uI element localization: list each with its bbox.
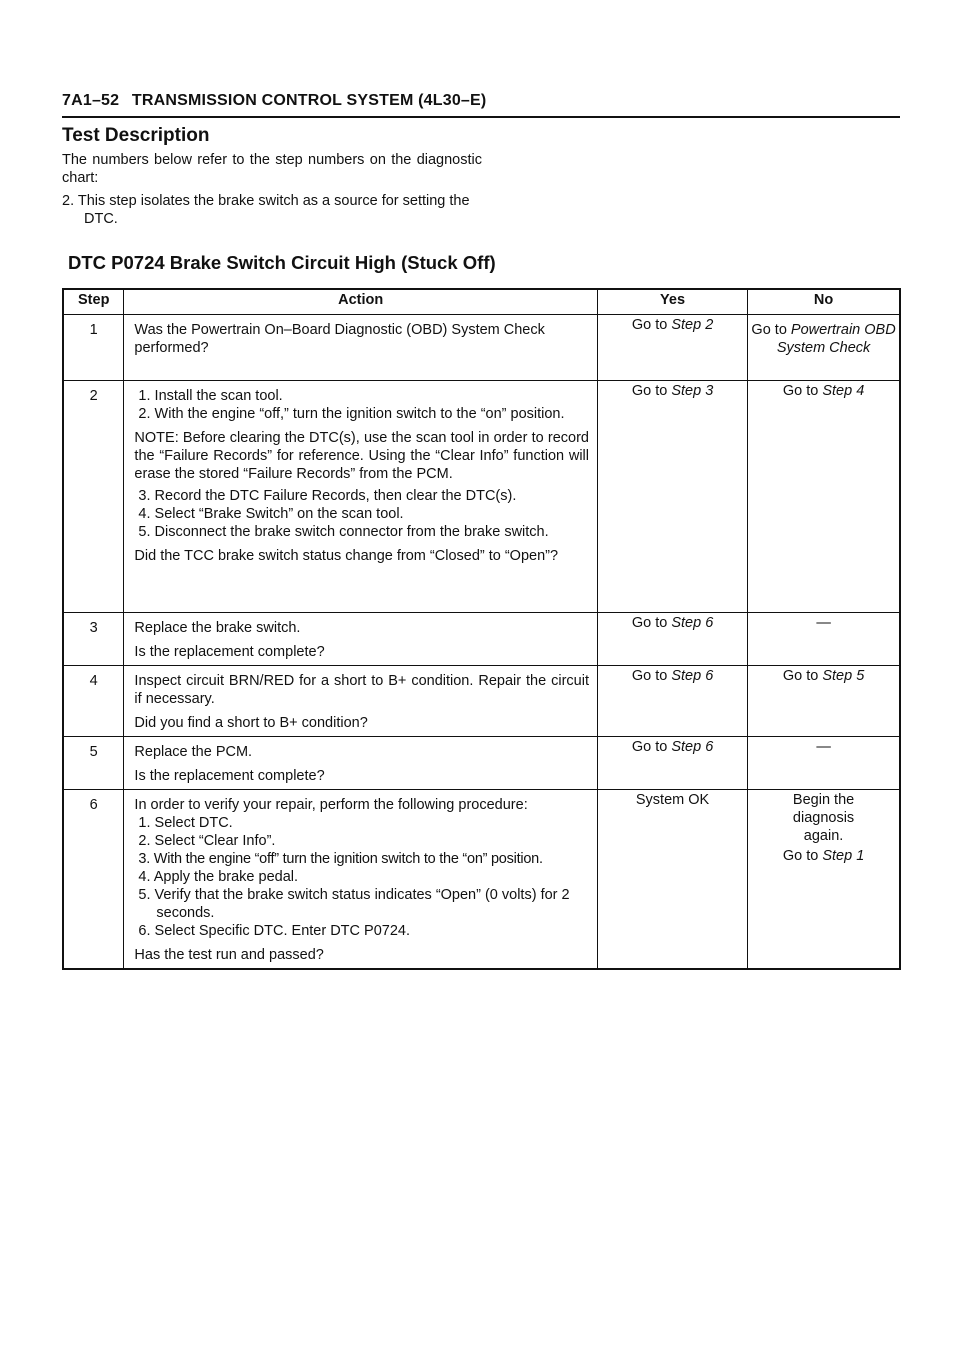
no-dash: — [816, 615, 831, 631]
action-item: 5. Disconnect the brake switch connector from the brake switch. [138, 524, 549, 540]
page-header [62, 92, 486, 110]
step-number: 4 [63, 666, 124, 737]
yes-cell [597, 315, 747, 381]
action-question: Has the test run and passed? [134, 947, 324, 963]
action-item: 6. Select Specific DTC. Enter DTC P0724. [138, 923, 410, 939]
goto-prefix: Go to [631, 668, 672, 684]
action-text: In order to verify your repair, perform the following procedure: [134, 797, 528, 813]
column-header-yes: Yes [597, 289, 747, 315]
action-item: 2. Select “Clear Info”. [138, 833, 276, 849]
action-item: 4. Apply the brake pedal. [138, 869, 299, 885]
no-cell [748, 613, 900, 666]
column-header-no: No [748, 289, 900, 315]
goto-prefix: Go to [631, 739, 672, 755]
goto-obd-check-link[interactable]: Powertrain OBD System Check [776, 322, 896, 356]
yes-cell [597, 737, 747, 790]
action-text: Was the Powertrain On–Board Diagnostic (OBD) System Check performed? [134, 322, 545, 356]
column-header-action: Action [124, 289, 598, 315]
table-row [63, 315, 900, 381]
goto-prefix: Go to [782, 848, 823, 864]
step-number: 2 [63, 381, 124, 613]
no-cell [748, 790, 900, 970]
action-cell [124, 613, 598, 666]
table-row [63, 790, 900, 970]
table-row [63, 381, 900, 613]
table-row [63, 737, 900, 790]
yes-cell [597, 666, 747, 737]
test-description-body [62, 151, 482, 228]
step-number: 1 [63, 315, 124, 381]
action-cell [124, 666, 598, 737]
action-note: NOTE: Before clearing the DTC(s), use the scan tool in order to record the “Failure Records” for reference. Using the “Clear Info” function will erase the stored “Failure Records” from the PCM. [134, 430, 589, 482]
action-text: Inspect circuit BRN/RED for a short to B+ condition. Repair the circuit if necessary. [134, 673, 589, 707]
test-description-title: Test Description [62, 125, 210, 146]
diagnostic-table [62, 288, 901, 970]
test-description-intro: The numbers below refer to the step numbers on the diagnostic chart: [62, 152, 482, 186]
step-number: 3 [63, 613, 124, 666]
diagnostic-table-title: DTC P0724 Brake Switch Circuit High (Stuck Off) [68, 252, 496, 273]
yes-cell [597, 381, 747, 613]
action-question: Is the replacement complete? [134, 768, 325, 784]
action-item: 3. With the engine “off” turn the ignition switch to the “on” position. [138, 851, 543, 867]
goto-step-link[interactable]: Step 3 [671, 383, 714, 399]
action-cell [124, 737, 598, 790]
table-row [63, 613, 900, 666]
goto-prefix: Go to [631, 383, 672, 399]
action-text: Replace the brake switch. [134, 620, 301, 636]
no-cell [748, 666, 900, 737]
action-question: Did you find a short to B+ condition? [134, 715, 368, 731]
yes-cell [597, 790, 747, 970]
system-ok-text: System OK [635, 792, 710, 808]
action-item: 3. Record the DTC Failure Records, then clear the DTC(s). [138, 488, 517, 504]
goto-step-link[interactable]: Step 6 [671, 615, 714, 631]
goto-prefix: Go to [631, 317, 672, 333]
goto-prefix: Go to [751, 322, 791, 338]
goto-step-link[interactable]: Step 6 [671, 739, 714, 755]
no-dash: — [816, 739, 831, 755]
no-cell [748, 315, 900, 381]
header-divider [62, 116, 900, 118]
action-question: Is the replacement complete? [134, 644, 325, 660]
step-number: 6 [63, 790, 124, 970]
step-number: 5 [63, 737, 124, 790]
goto-step-link[interactable]: Step 5 [822, 668, 865, 684]
action-item: 1. Select DTC. [138, 815, 233, 831]
action-item: 2. With the engine “off,” turn the ignition switch to the “on” position. [138, 406, 565, 422]
goto-step-link[interactable]: Step 2 [671, 317, 714, 333]
goto-prefix: Go to [782, 668, 823, 684]
test-description-item-2: 2. This step isolates the brake switch as a source for setting the DTC. [62, 193, 470, 227]
goto-step-link[interactable]: Step 1 [822, 848, 865, 864]
yes-cell [597, 613, 747, 666]
goto-prefix: Go to [631, 615, 672, 631]
page-number: 7A1–52 [62, 92, 120, 109]
no-cell [748, 737, 900, 790]
no-cell [748, 381, 900, 613]
goto-step-link[interactable]: Step 4 [822, 383, 865, 399]
column-header-step: Step [63, 289, 124, 315]
action-item: 5. Verify that the brake switch status indicates “Open” (0 volts) for 2 seconds. [138, 887, 570, 921]
action-item: 4. Select “Brake Switch” on the scan tool. [138, 506, 404, 522]
action-question: Did the TCC brake switch status change from “Closed” to “Open”? [134, 548, 559, 564]
action-item: 1. Install the scan tool. [138, 388, 283, 404]
table-header-row [63, 289, 900, 315]
goto-step-link[interactable]: Step 6 [671, 668, 714, 684]
action-cell [124, 790, 598, 970]
begin-again-text: Begin the diagnosis again. [792, 792, 855, 844]
action-text: Replace the PCM. [134, 744, 253, 760]
action-cell [124, 381, 598, 613]
goto-prefix: Go to [782, 383, 823, 399]
action-cell [124, 315, 598, 381]
section-header-title: TRANSMISSION CONTROL SYSTEM (4L30–E) [131, 92, 487, 109]
table-row [63, 666, 900, 737]
